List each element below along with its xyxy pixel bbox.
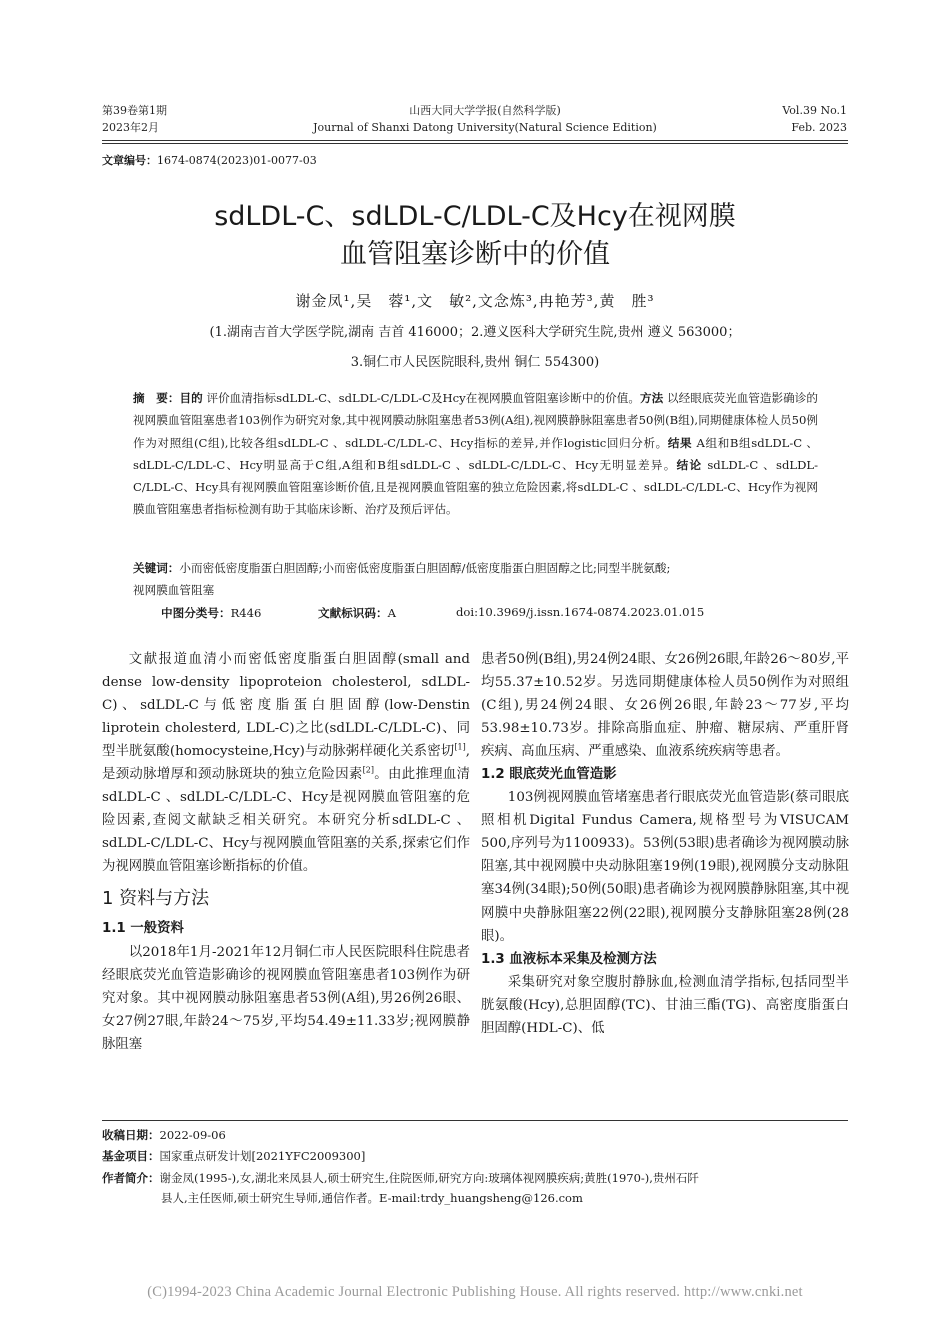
conclusion-label: 结论 — [676, 457, 703, 472]
volume-issue: 第39卷第1期 — [102, 104, 167, 117]
citation-2: [2] — [362, 765, 374, 775]
received-label: 收稿日期： — [102, 1128, 160, 1142]
left-column — [102, 648, 470, 1056]
doi-value: 10.3969/j.issn.1674-0874.2023.01.015 — [478, 605, 705, 619]
received-date: 2022-09-06 — [159, 1128, 226, 1142]
keywords-line2: 视网膜血管阻塞 — [133, 583, 215, 598]
footnote-author-bio — [102, 1168, 847, 1208]
publication-date: 2023年2月 — [102, 121, 159, 134]
doccode-label: 文献标识码： — [318, 606, 388, 620]
results-label: 结果 — [667, 435, 693, 450]
header-rule-bottom — [102, 143, 848, 144]
right-column — [481, 648, 849, 1040]
header-rule-top — [102, 140, 848, 141]
methods-label: 方法 — [640, 391, 664, 405]
abstract-conclusion: sdLDL-C 、sdLDL-C/LDL-C、Hcy具有视网膜血管阻塞诊断价值,且是视网膜血管阻塞的独立危险因素,将sdLDL-C 、sdLDL-C/LDL-C、Hcy作为视网膜血管阻塞患者指标检测有助于其临床诊断、治疗及预后评估。 — [133, 457, 818, 517]
bio-label: 作者简介： — [102, 1171, 160, 1185]
keywords-label: 关键词： — [133, 561, 180, 575]
doi-label: doi: — [456, 605, 479, 619]
article-number — [102, 152, 317, 168]
footnote-rule — [102, 1120, 848, 1121]
author-list: 谢金凤¹,吴 蓉¹,文 敏²,文念炼³,冉艳芳³,黄 胜³ — [295, 292, 655, 310]
abstract-purpose: 评价血清指标sdLDL-C、sdLDL-C/LDL-C及Hcy在视网膜血管阻塞诊断中的价值。 — [202, 391, 641, 405]
intro-text-b: ,是颈动脉增厚和颈动脉斑块的独立危险因素 — [102, 744, 470, 783]
abstract — [133, 387, 818, 521]
paragraph-1-1-continued: 患者50例(B组),男24例24眼、女26例26眼,年龄26～80岁,平均55.37±10.52岁。另选同期健康体检人员50例作为对照组(C组),男24例24眼、女26例26眼,年龄23～77岁,平均53.98±10.73岁。排除高脂血症、肿瘤、糖尿病、严重肝肾疾病、高血压病、严重感染、血液系统疾病等患者。 — [481, 652, 849, 760]
affiliation-line2: 3.铜仁市人民医院眼科,贵州 铜仁 554300) — [350, 355, 600, 370]
document-code — [318, 605, 396, 621]
bio-line1: 谢金凤(1995-),女,湖北来凤县人,硕士研究生,住院医师,研究方向:玻璃体视网膜疾病;黄胜(1970-),贵州石阡 — [159, 1171, 699, 1185]
subsection-heading-1-3: 1.3 血液标本采集及检测方法 — [481, 951, 657, 967]
copyright-notice: (C)1994-2023 China Academic Journal Electronic Publishing House. All rights reserved. http://www.cnki.net — [147, 1284, 803, 1300]
paragraph-1-2: 103例视网膜血管堵塞患者行眼底荧光血管造影(蔡司眼底照相机Digital Fundus Camera,规格型号为VISUCAM 500,序列号为1100933)。53例(53眼)患者确诊为视网膜动脉阻塞,其中视网膜中央动脉阻塞19例(19眼),视网膜分支动脉阻塞34例(34眼);50例(50眼)患者确诊为视网膜静脉阻塞,其中视网膜中央静脉阻塞22例(22眼),视网膜分支静脉阻塞28例(28眼)。 — [481, 790, 849, 944]
date-en: Feb. 2023 — [791, 121, 847, 134]
subsection-heading-1-1: 1.1 一般资料 — [102, 921, 184, 937]
paper-title-line1: sdLDL-C、sdLDL-C/LDL-C及Hcy在视网膜 — [214, 201, 736, 232]
bio-line2: 县人,主任医师,硕士研究生导师,通信作者。E-mail:trdy_huangsheng@126.com — [161, 1191, 583, 1205]
doi — [456, 605, 704, 619]
doccode-value: A — [387, 606, 396, 620]
clc-value: R446 — [230, 606, 262, 620]
purpose-label: 目的 — [179, 391, 203, 405]
intro-paragraph — [102, 648, 470, 878]
journal-title-en: Journal of Shanxi Datong University(Natural Science Edition) — [313, 121, 657, 134]
keywords — [133, 557, 818, 602]
paragraph-1-1: 以2018年1月-2021年12月铜仁市人民医院眼科住院患者经眼底荧光血管造影确诊的视网膜血管阻塞患者103例作为研究对象。其中视网膜动脉阻塞患者53例(A组),男26例26眼、女27例27眼,年龄24～75岁,平均54.49±11.33岁;视网膜静脉阻塞 — [102, 944, 470, 1052]
paragraph-1-3: 采集研究对象空腹肘静脉血,检测血清学指标,包括同型半胱氨酸(Hcy),总胆固醇(TC)、甘油三酯(TG)、高密度脂蛋白胆固醇(HDL-C)、低 — [481, 974, 849, 1036]
affiliation-line1: (1.湖南吉首大学医学院,湖南 吉首 416000；2.遵义医科大学研究生院,贵州 遵义 563000； — [209, 325, 741, 340]
journal-title-cn: 山西大同大学学报(自然科学版) — [409, 104, 561, 117]
abstract-results: A组和B组sdLDL-C 、sdLDL-C/LDL-C、Hcy明显高于C组,A组和B组sdLDL-C 、sdLDL-C/LDL-C、Hcy无明显差异。 — [133, 435, 818, 472]
footnote-received — [102, 1125, 847, 1145]
paper-title-line2: 血管阻塞诊断中的价值 — [340, 239, 610, 270]
fund-value: 国家重点研发计划[2021YFC2009300] — [159, 1149, 366, 1163]
intro-text-a: 文献报道血清小而密低密度脂蛋白胆固醇(small and dense low-density lipoproteion cholesterol, sdLDL-C)、sdLDL-C与低密度脂蛋白胆固醇(low-Denstin liprotein cholesterd, LDL-C)之比(sdLDL-C/LDL-C)、同型半胱氨酸(homocysteine,Hcy)与动脉粥样硬化关系密切 — [102, 652, 470, 760]
clc-number — [161, 605, 261, 621]
section-heading-1: 1 资料与方法 — [102, 888, 210, 910]
keywords-line1: 小而密低密度脂蛋白胆固醇;小而密低密度脂蛋白胆固醇/低密度脂蛋白胆固醇之比;同型半胱氨酸; — [179, 561, 671, 575]
intro-text-c: 。由此推理血清sdLDL-C 、sdLDL-C/LDL-C、Hcy是视网膜血管阻塞的危险因素,查阅文献缺乏相关研究。本研究分析sdLDL-C 、sdLDL-C/LDL-C、Hcy与视网膜血管阻塞的关系,探索它们作为视网膜血管阻塞诊断指标的价值。 — [102, 767, 471, 875]
abstract-methods: 以经眼底荧光血管造影确诊的视网膜血管阻塞患者103例作为研究对象,其中视网膜动脉阻塞患者53例(A组),视网膜静脉阻塞患者50例(B组),同期健康体检人员50例作为对照组(C组),比较各组sdLDL-C 、sdLDL-C/LDL-C、Hcy指标的差异,并作logistic回归分析。 — [133, 391, 818, 450]
article-number-label: 文章编号： — [102, 154, 157, 167]
volume-number-en: Vol.39 No.1 — [782, 104, 847, 117]
abstract-label: 摘 要： — [133, 391, 180, 405]
subsection-heading-1-2: 1.2 眼底荧光血管造影 — [481, 767, 617, 783]
citation-1: [1] — [454, 742, 466, 752]
fund-label: 基金项目： — [102, 1149, 160, 1163]
article-number-value: 1674-0874(2023)01-0077-03 — [157, 154, 317, 167]
clc-label: 中图分类号： — [161, 606, 231, 620]
footnote-fund — [102, 1146, 847, 1166]
